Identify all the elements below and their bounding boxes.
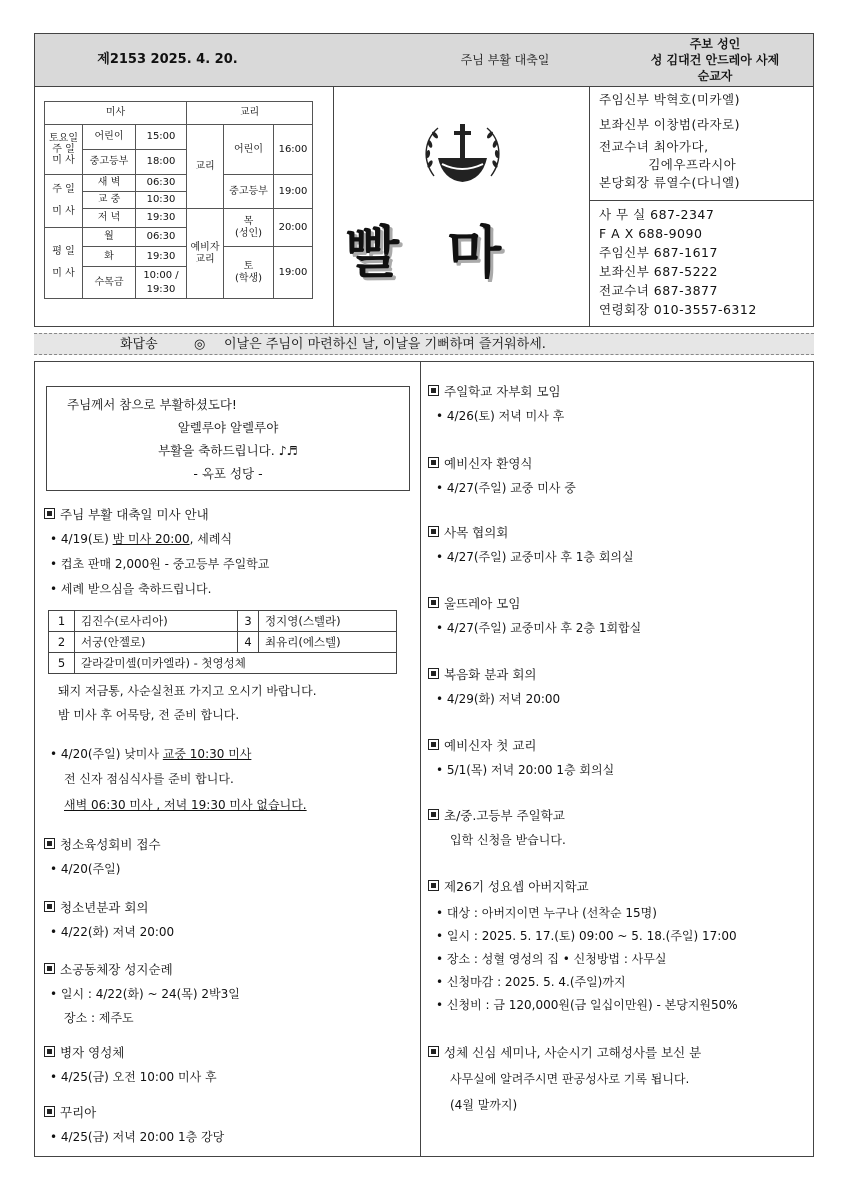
- notice-title: 꾸리아: [44, 1104, 96, 1122]
- square-bullet-icon: [44, 1046, 55, 1057]
- notice-line: • 대상 : 아버지이면 누구나 (선착순 15명): [436, 906, 657, 920]
- schedule-time: 10:30: [136, 192, 187, 209]
- notice-line: • 4/25(금) 저녁 20:00 1층 강당: [50, 1130, 225, 1144]
- notice-line: • 4/22(화) 저녁 20:00: [50, 925, 175, 939]
- schedule-name: 월: [83, 228, 136, 247]
- notice-line: • 4/26(토) 저녁 미사 후: [436, 409, 565, 423]
- column-divider: [420, 361, 421, 1157]
- staff-line: 김에우프라시아: [599, 157, 737, 172]
- baptized-table: [48, 610, 397, 674]
- parish-emblem-icon: [420, 118, 505, 198]
- contact-line: 사 무 실 687-2347: [599, 207, 715, 222]
- baptized-name: 정지영(스텔라): [259, 611, 397, 632]
- square-bullet-icon: [44, 508, 55, 519]
- baptized-name: 서궁(안젤로): [75, 632, 238, 653]
- schedule-name: 수목금: [83, 267, 136, 299]
- notice-title: 주님 부활 대축일 미사 안내: [44, 506, 209, 524]
- notice-line: • 4/20(주일) 낮미사 교중 10:30 미사: [50, 747, 252, 761]
- feast-title: 주님 부활 대축일: [460, 53, 550, 67]
- notice-title: 울뜨레아 모임: [428, 595, 520, 613]
- square-bullet-icon: [428, 1046, 439, 1057]
- schedule-name: 중고등부: [83, 150, 136, 175]
- notice-line: • 신청마감 : 2025. 5. 4.(주일)까지: [436, 975, 626, 989]
- square-bullet-icon: [44, 1106, 55, 1117]
- catechism-name: 중고등부: [224, 175, 274, 209]
- baptized-number: 4: [238, 632, 259, 653]
- schedule-name: 어린이: [83, 125, 136, 150]
- greeting-line: 부활을 축하드립니다. ♪♬: [158, 443, 298, 458]
- square-bullet-icon: [428, 809, 439, 820]
- notice-line: • 4/25(금) 오전 10:00 미사 후: [50, 1070, 217, 1084]
- schedule-time: 06:30: [136, 175, 187, 192]
- divider: [589, 87, 590, 327]
- notice-line: • 4/27(주일) 교중 미사 중: [436, 481, 576, 495]
- psalm-text: 이날은 주님이 마련하신 날, 이날을 기뻐하며 즐거워하세.: [224, 337, 546, 352]
- staff-line: 전교수녀 최아가다,: [599, 139, 709, 154]
- catechism-label: 교리: [187, 125, 224, 209]
- square-bullet-icon: [44, 838, 55, 849]
- notice-line: • 4/19(토) 밤 미사 20:00, 세례식: [50, 532, 233, 546]
- schedule-time: 15:00: [136, 125, 187, 150]
- notice-line: • 일시 : 2025. 5. 17.(토) 09:00 ~ 5. 18.(주일) 17:00: [436, 929, 737, 943]
- schedule-time: 19:30: [136, 247, 187, 267]
- catechism-time: 16:00: [274, 125, 313, 175]
- square-bullet-icon: [428, 739, 439, 750]
- patron-line-3: 순교자: [697, 69, 733, 83]
- notice-title: 청소년분과 회의: [44, 899, 149, 917]
- notice-title: 초/중.고등부 주일학교: [428, 807, 565, 825]
- greeting-line: 주님께서 참으로 부활하셨도다!: [67, 397, 237, 412]
- baptized-number: 1: [49, 611, 75, 632]
- notice-line: • 일시 : 4/22(화) ~ 24(목) 2박3일: [50, 987, 240, 1001]
- schedule-name: 저 녁: [83, 209, 136, 228]
- staff-line: 보좌신부 이창범(라자로): [599, 117, 740, 132]
- notice-line: 밤 미사 후 어묵탕, 전 준비 합니다.: [58, 708, 240, 722]
- schedule-name: 화: [83, 247, 136, 267]
- schedule-time: 18:00: [136, 150, 187, 175]
- notice-title: 사목 협의회: [428, 524, 508, 542]
- responsorial-psalm-bar: [34, 333, 814, 355]
- psalm-label: 화답송: [120, 337, 158, 352]
- double-circle-icon: ◎: [194, 337, 206, 352]
- schedule-time: 10:00 / 19:30: [136, 267, 187, 299]
- contact-line: 주임신부 687-1617: [599, 245, 718, 260]
- staff-list: [599, 90, 740, 192]
- issue-number-date: 제2153 2025. 4. 20.: [97, 52, 238, 67]
- notice-line: • 4/20(주일): [50, 862, 121, 876]
- notice-line: 입학 신청을 받습니다.: [450, 833, 566, 847]
- notice-line: (4월 말까지): [450, 1098, 518, 1112]
- notice-title: 예비신자 환영식: [428, 455, 533, 473]
- baptized-name: 갈라갈미셸(미카엘라) - 첫영성체: [75, 653, 397, 674]
- baptized-number: 3: [238, 611, 259, 632]
- notice-title: 예비신자 첫 교리: [428, 737, 536, 755]
- mass-schedule-table: [44, 101, 313, 299]
- mass-header: 미사: [45, 102, 187, 125]
- notice-line: • 장소 : 성혈 영성의 집 • 신청방법 : 사무실: [436, 952, 667, 966]
- patron-line-1: 주보 성인: [689, 37, 741, 51]
- baptized-name: 김진수(로사리아): [75, 611, 238, 632]
- baptized-number: 2: [49, 632, 75, 653]
- notice-title: 병자 영성체: [44, 1044, 124, 1062]
- catechism-header: 교리: [187, 102, 313, 125]
- catechism-name: 목 (성인): [224, 209, 274, 247]
- catechumen-label: 예비자 교리: [187, 209, 224, 299]
- catechism-name: 토 (학생): [224, 247, 274, 299]
- notice-title: 성체 신심 세미나, 사순시기 고해성사를 보신 분: [428, 1044, 701, 1062]
- notice-line: 장소 : 제주도: [64, 1011, 134, 1025]
- contact-list: [599, 205, 757, 319]
- greeting-line: 알렐루야 알렐루야: [177, 420, 279, 435]
- schedule-time: 06:30: [136, 228, 187, 247]
- notice-line: • 5/1(목) 저녁 20:00 1층 회의실: [436, 763, 615, 777]
- notice-line: 새벽 06:30 미사 , 저녁 19:30 미사 없습니다.: [64, 798, 307, 812]
- square-bullet-icon: [428, 457, 439, 468]
- square-bullet-icon: [44, 963, 55, 974]
- contact-line: 연령회장 010-3557-6312: [599, 302, 757, 317]
- square-bullet-icon: [428, 385, 439, 396]
- bulletin-title: 빨마: [345, 221, 550, 286]
- notice-line: • 세례 받으심을 축하드립니다.: [50, 582, 212, 596]
- notice-line: 돼지 저금통, 사순실천표 가지고 오시기 바랍니다.: [58, 684, 317, 698]
- header-bar: [34, 33, 814, 87]
- contact-line: 전교수녀 687-3877: [599, 283, 718, 298]
- notice-line: • 4/29(화) 저녁 20:00: [436, 692, 561, 706]
- catechism-time: 19:00: [274, 247, 313, 299]
- notice-line: 사무실에 알려주시면 판공성사로 기록 됩니다.: [450, 1072, 690, 1086]
- notice-title: 주일학교 자부회 모임: [428, 383, 561, 401]
- notice-line: • 4/27(주일) 교중미사 후 2층 1회합실: [436, 621, 642, 635]
- easter-greeting-box: [46, 386, 410, 491]
- catechism-name: 어린이: [224, 125, 274, 175]
- notice-line: • 4/27(주일) 교중미사 후 1층 회의실: [436, 550, 634, 564]
- notice-line: 전 신자 점심식사를 준비 합니다.: [64, 772, 234, 786]
- sunday-mass-label: 주 일 미 사: [45, 175, 83, 228]
- contact-line: F A X 688-9090: [599, 226, 703, 241]
- staff-line: 본당회장 류열수(다니엘): [599, 175, 740, 190]
- schedule-name: 교 중: [83, 192, 136, 209]
- catechism-time: 20:00: [274, 209, 313, 247]
- notice-title: 복음화 분과 회의: [428, 666, 536, 684]
- divider: [333, 87, 334, 327]
- square-bullet-icon: [428, 668, 439, 679]
- baptized-number: 5: [49, 653, 75, 674]
- saturday-mass-label: 토요일 주 일 미 사: [45, 125, 83, 175]
- weekday-mass-label: 평 일 미 사: [45, 228, 83, 299]
- notice-line: • 신청비 : 금 120,000원(금 일십이만원) - 본당지원50%: [436, 998, 738, 1012]
- square-bullet-icon: [428, 880, 439, 891]
- patron-line-2: 성 김대건 안드레아 사제: [650, 53, 780, 67]
- schedule-name: 새 벽: [83, 175, 136, 192]
- notice-title: 제26기 성요셉 아버지학교: [428, 878, 589, 896]
- notice-line: • 컵초 판매 2,000원 - 중고등부 주일학교: [50, 557, 270, 571]
- contact-line: 보좌신부 687-5222: [599, 264, 718, 279]
- baptized-name: 최유리(에스텔): [259, 632, 397, 653]
- notice-title: 청소육성회비 접수: [44, 836, 161, 854]
- greeting-signature: - 옥포 성당 -: [193, 466, 263, 481]
- divider: [589, 200, 814, 201]
- notice-title: 소공동체장 성지순례: [44, 961, 173, 979]
- catechism-time: 19:00: [274, 175, 313, 209]
- square-bullet-icon: [428, 597, 439, 608]
- square-bullet-icon: [428, 526, 439, 537]
- square-bullet-icon: [44, 901, 55, 912]
- schedule-time: 19:30: [136, 209, 187, 228]
- staff-line: 주임신부 박혁호(미카엘): [599, 92, 740, 107]
- patron-saint: [610, 36, 820, 84]
